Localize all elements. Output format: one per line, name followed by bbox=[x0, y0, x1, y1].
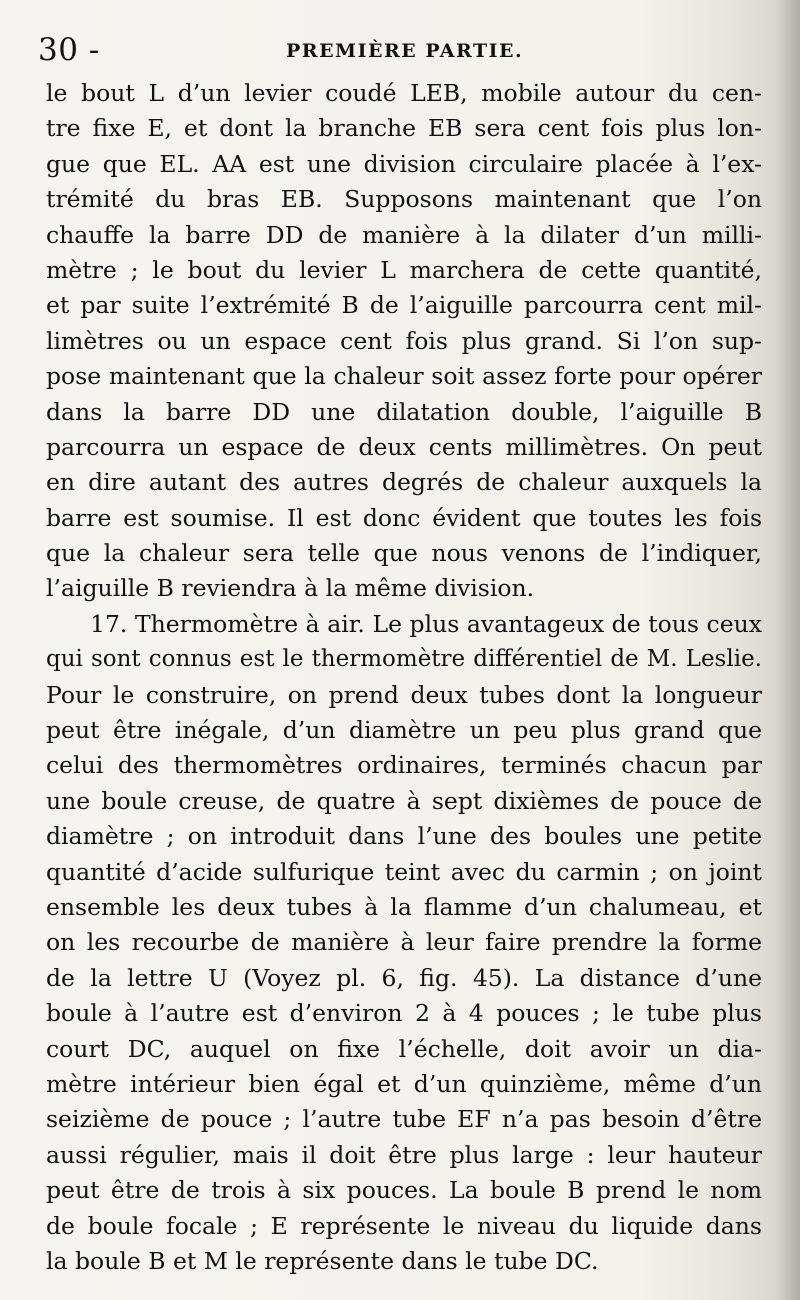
text-line: de boule focale ; E représente le niveau du liquide dans bbox=[46, 1211, 762, 1240]
text-line: limètres ou un espace cent fois plus grand. Si l’on sup- bbox=[46, 326, 762, 355]
text-line: peut être inégale, d’un diamètre un peu plus grand que bbox=[46, 716, 762, 745]
text-line: trémité du bras EB. Supposons maintenant que l’on bbox=[46, 185, 762, 214]
text-line: mètre intérieur bien égal et d’un quinzième, même d’un bbox=[46, 1069, 762, 1098]
text-line: Pour le construire, on prend deux tubes dont la longueur bbox=[46, 680, 762, 709]
text-line: barre est soumise. Il est donc évident que toutes les fois bbox=[46, 503, 762, 532]
text-line: parcourra un espace de deux cents millimètres. On peut bbox=[46, 432, 762, 461]
text-line: tre fixe E, et dont la branche EB sera cent fois plus lon- bbox=[46, 114, 762, 143]
text-line: ensemble les deux tubes à la flamme d’un chalumeau, et bbox=[46, 892, 762, 921]
text-line: aussi régulier, mais il doit être plus large : leur hauteur bbox=[46, 1140, 762, 1169]
text-line: seizième de pouce ; l’autre tube EF n’a pas besoin d’être bbox=[46, 1105, 762, 1134]
text-line: l’aiguille B reviendra à la même division. bbox=[46, 574, 535, 603]
text-line: celui des thermomètres ordinaires, terminés chacun par bbox=[46, 751, 762, 780]
text-line: chauffe la barre DD de manière à la dilater d’un milli- bbox=[46, 220, 762, 249]
section-heading-line: 17. Thermomètre à air. Le plus avantageux de tous ceux bbox=[90, 609, 762, 638]
text-line: diamètre ; on introduit dans l’une des boules une petite bbox=[46, 822, 762, 851]
text-line: pose maintenant que la chaleur soit assez forte pour opérer bbox=[46, 362, 762, 391]
text-line: boule à l’autre est d’environ 2 à 4 pouces ; le tube plus bbox=[46, 999, 762, 1028]
text-line: dans la barre DD une dilatation double, l’aiguille B bbox=[46, 397, 762, 426]
text-line: en dire autant des autres degrés de chaleur auxquels la bbox=[46, 468, 762, 497]
text-line: gue que EL. AA est une division circulaire placée à l’ex- bbox=[46, 149, 762, 178]
text-line: la boule B et M le représente dans le tube DC. bbox=[46, 1246, 599, 1275]
text-line: on les recourbe de manière à leur faire prendre la forme bbox=[46, 928, 762, 957]
page-number: 30 - bbox=[38, 32, 100, 68]
running-head: PREMIÈRE PARTIE. bbox=[286, 40, 524, 62]
page-edge-shadow bbox=[774, 0, 800, 1300]
page-header bbox=[38, 30, 760, 70]
text-line: qui sont connus est le thermomètre différentiel de M. Leslie. bbox=[46, 646, 762, 673]
text-line: mètre ; le bout du levier L marchera de cette quantité, bbox=[46, 255, 762, 284]
text-line: que la chaleur sera telle que nous venons de l’indiquer, bbox=[46, 539, 762, 568]
text-line: de la lettre U (Voyez pl. 6, fig. 45). La distance d’une bbox=[46, 963, 762, 992]
text-line: une boule creuse, de quatre à sept dixièmes de pouce de bbox=[46, 786, 762, 815]
text-line: court DC, auquel on fixe l’échelle, doit avoir un dia- bbox=[46, 1034, 762, 1063]
text-line: le bout L d’un levier coudé LEB, mobile autour du cen- bbox=[46, 79, 762, 107]
text-line: et par suite l’extrémité B de l’aiguille parcourra cent mil- bbox=[46, 291, 762, 320]
body-text bbox=[46, 76, 762, 1279]
text-line: quantité d’acide sulfurique teint avec du carmin ; on joint bbox=[46, 857, 762, 886]
text-line: peut être de trois à six pouces. La boule B prend le nom bbox=[46, 1176, 762, 1205]
